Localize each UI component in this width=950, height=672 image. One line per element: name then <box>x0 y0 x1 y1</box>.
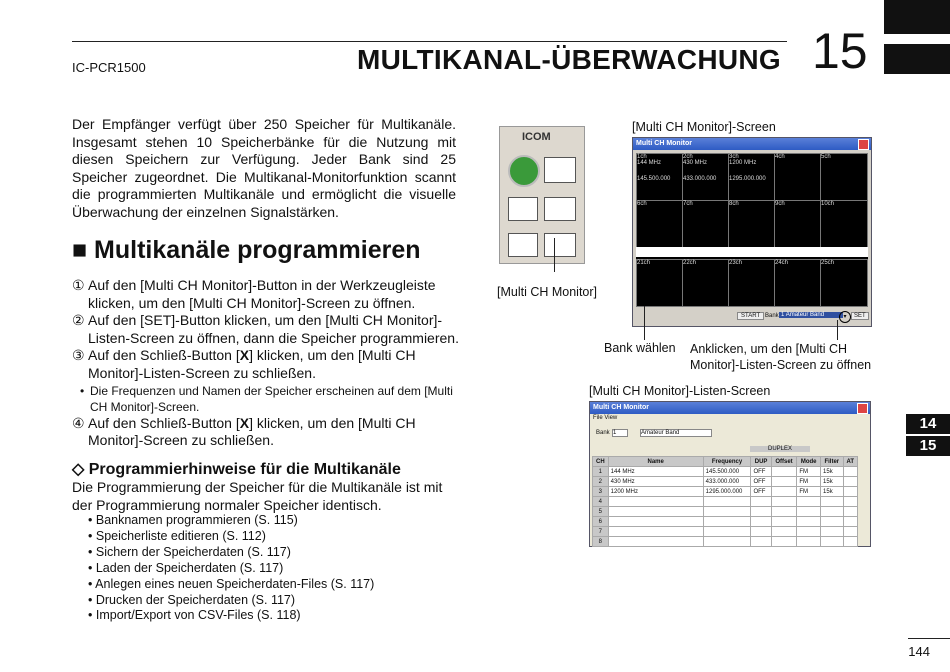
channel-cell: 24ch <box>774 259 821 307</box>
step-2 <box>72 312 464 347</box>
table-cell: 145.500.000 <box>703 467 751 477</box>
list-item: • Import/Export von CSV-Files (S. 118) <box>88 608 374 624</box>
page-number: 144 <box>908 644 930 659</box>
table-cell <box>821 537 844 547</box>
table-cell <box>843 467 857 477</box>
callout-line <box>644 306 645 340</box>
header-rule <box>72 41 787 42</box>
table-cell: 7 <box>593 527 609 537</box>
menu-view[interactable]: View <box>604 415 618 421</box>
table-cell <box>771 537 797 547</box>
table-cell: 8 <box>593 537 609 547</box>
list-item: • Laden der Speicherdaten (S. 117) <box>88 561 374 577</box>
cut-mark <box>636 247 868 257</box>
callout-line <box>554 238 555 272</box>
table-row[interactable] <box>593 497 858 507</box>
icom-logo: ICOM <box>522 131 551 143</box>
table-row[interactable] <box>593 507 858 517</box>
table-cell: 15k <box>821 477 844 487</box>
table-row[interactable] <box>593 487 858 497</box>
list-caption: [Multi CH Monitor]-Listen-Screen <box>589 384 771 398</box>
table-cell <box>821 527 844 537</box>
table-cell <box>608 497 703 507</box>
memory-list-icon[interactable] <box>544 157 576 183</box>
list-item: • Anlegen eines neuen Speicherdaten-Files (S. 117) <box>88 577 374 593</box>
table-cell <box>771 477 797 487</box>
list-item: • Sichern der Speicherdaten (S. 117) <box>88 545 374 561</box>
monitor-caption: [Multi CH Monitor]-Screen <box>632 120 776 134</box>
table-cell <box>771 527 797 537</box>
table-cell: FM <box>797 487 821 497</box>
set-caption: Anklicken, um den [Multi CH Monitor]-Listen-Screen zu öffnen <box>690 342 872 372</box>
footer-rule <box>908 638 950 639</box>
step-text: Auf den Schließ-Button [X] klicken, um den [Multi CH Monitor]-Listen-Screen zu schließen. <box>88 347 416 381</box>
menu-bar <box>593 415 617 421</box>
step-number: ③ <box>72 347 85 364</box>
table-cell <box>608 537 703 547</box>
table-cell <box>797 537 821 547</box>
channel-cell: 1ch 144 MHz 145.500.000 <box>636 153 683 201</box>
table-cell <box>821 497 844 507</box>
window-title: Multi CH Monitor <box>590 402 870 414</box>
intro-paragraph: Der Empfänger verfügt über 250 Speicher für Multikanäle. Insgesamt stehen 10 Speicherbänke für die Nutzung mit diesen Speichern zur Verfügung. Jeder Bank sind 25 Speicher zugeordnet. Die Multikanal-Monitorfunktion scannt die programmierten Multikanäle und ermöglicht die visuelle Überwachung der einzelnen Signalstärken. <box>72 116 456 220</box>
table-cell <box>797 517 821 527</box>
table-cell <box>751 497 771 507</box>
model-name: IC-PCR1500 <box>72 60 146 75</box>
toolbar-panel <box>499 126 585 264</box>
table-cell <box>703 517 751 527</box>
step-3-note: • Die Frequenzen und Namen der Speicher erscheinen auf dem [Multi CH Monitor]-Screen. <box>72 383 464 415</box>
chapter-tab-marker-bottom <box>884 44 950 74</box>
bank-name-field[interactable]: Amateur Band <box>640 429 712 437</box>
table-cell: OFF <box>751 467 771 477</box>
list-window <box>589 401 871 547</box>
start-button[interactable]: START <box>737 312 764 320</box>
table-cell <box>797 497 821 507</box>
chevron-down-icon[interactable]: ▾ <box>839 311 851 323</box>
table-cell <box>703 507 751 517</box>
table-cell: 433.000.000 <box>703 477 751 487</box>
channel-cell: 22ch <box>682 259 729 307</box>
chapter-tab-15[interactable]: 15 <box>906 436 950 456</box>
table-cell <box>751 527 771 537</box>
table-cell <box>703 497 751 507</box>
channel-cell: 10ch <box>820 200 868 248</box>
step-4 <box>72 415 464 450</box>
duplex-header: DUPLEX <box>750 446 810 452</box>
table-cell: OFF <box>751 477 771 487</box>
table-cell: 3 <box>593 487 609 497</box>
close-icon[interactable] <box>857 403 868 414</box>
table-cell <box>797 507 821 517</box>
bank-label: Bank <box>765 313 779 319</box>
scan-icon[interactable] <box>544 197 576 221</box>
table-cell <box>751 507 771 517</box>
table-cell: FM <box>797 467 821 477</box>
chapter-tab-14[interactable]: 14 <box>906 414 950 434</box>
chapter-tab-marker-top <box>884 0 950 34</box>
menu-file[interactable]: File <box>593 415 603 421</box>
channel-cell: 4ch <box>774 153 821 201</box>
table-cell: 430 MHz <box>608 477 703 487</box>
callout-line <box>837 320 838 340</box>
table-cell <box>771 517 797 527</box>
table-row[interactable] <box>593 517 858 527</box>
bank-label: Bank <box>596 430 610 436</box>
table-cell <box>608 517 703 527</box>
table-cell <box>703 537 751 547</box>
table-cell <box>797 527 821 537</box>
list-item: • Banknamen programmieren (S. 115) <box>88 513 374 529</box>
table-cell <box>843 507 857 517</box>
bank-select[interactable]: 1 Amateur Band <box>779 312 843 318</box>
table-cell <box>771 507 797 517</box>
step-number: ② <box>72 312 85 329</box>
table-cell: 1200 MHz <box>608 487 703 497</box>
bank-number-select[interactable]: 1 <box>612 429 628 437</box>
table-row[interactable] <box>593 537 858 547</box>
table-cell <box>843 487 857 497</box>
table-cell <box>843 537 857 547</box>
memory-table <box>592 456 858 547</box>
power-icon[interactable] <box>508 155 540 187</box>
multi-ch-monitor-icon[interactable] <box>544 233 576 257</box>
channel-cell: 8ch <box>728 200 775 248</box>
table-cell <box>771 497 797 507</box>
table-row[interactable] <box>593 527 858 537</box>
step-text: Auf den [SET]-Button klicken, um den [Multi CH Monitor]-Listen-Screen zu öffnen, dann die Speicher programmieren. <box>88 312 459 346</box>
step-text: Auf den [Multi CH Monitor]-Button in der Werkzeugleiste klicken, um den [Multi CH Monitor]-Screen zu öffnen. <box>88 277 436 311</box>
list-item: • Speicherliste editieren (S. 112) <box>88 529 374 545</box>
step-number: ④ <box>72 414 85 431</box>
step-3 <box>72 347 464 382</box>
table-cell <box>843 517 857 527</box>
table-cell <box>751 537 771 547</box>
window-title: Multi CH Monitor <box>633 138 871 150</box>
set-button[interactable]: SET <box>851 312 869 320</box>
table-cell: 2 <box>593 477 609 487</box>
table-cell <box>751 517 771 527</box>
channel-cell: 25ch <box>820 259 868 307</box>
page-title: MULTIKANAL-ÜBERWACHUNG <box>357 44 781 75</box>
table-cell: 15k <box>821 467 844 477</box>
channel-cell: 5ch <box>820 153 868 201</box>
table-cell: OFF <box>751 487 771 497</box>
scope-icon[interactable] <box>508 197 538 221</box>
hints-text: Die Programmierung der Speicher für die Multikanäle ist mit der Programmierung normaler Speicher identisch. <box>72 479 443 513</box>
table-cell <box>843 527 857 537</box>
monitor-window <box>632 137 872 327</box>
table-row[interactable] <box>593 477 858 487</box>
channel-grid <box>636 153 868 307</box>
chapter-number: 15 <box>812 23 868 79</box>
close-icon[interactable] <box>858 139 869 150</box>
table-cell: 1 <box>593 467 609 477</box>
table-cell <box>703 527 751 537</box>
channel-cell: 23ch <box>728 259 775 307</box>
table-cell: 6 <box>593 517 609 527</box>
hints-title: ◇ Programmierhinweise für die Multikanäle <box>72 461 401 478</box>
table-cell <box>821 507 844 517</box>
table-cell: FM <box>797 477 821 487</box>
channel-cell: 2ch 430 MHz 433.000.000 <box>682 153 729 201</box>
table-cell <box>843 477 857 487</box>
table-cell: 5 <box>593 507 609 517</box>
steps-list <box>72 277 464 450</box>
channel-cell: 9ch <box>774 200 821 248</box>
table-cell <box>843 497 857 507</box>
table-cell <box>821 517 844 527</box>
table-cell: 1295.000.000 <box>703 487 751 497</box>
channel-cell: 6ch <box>636 200 683 248</box>
table-cell: 144 MHz <box>608 467 703 477</box>
table-cell <box>608 507 703 517</box>
hints-list <box>88 513 374 624</box>
step-text: Auf den Schließ-Button [X] klicken, um den [Multi CH Monitor]-Screen zu schließen. <box>88 414 416 449</box>
table-header: CH Name Frequency DUP Offset Mode Filter AT <box>593 457 858 467</box>
table-cell: 4 <box>593 497 609 507</box>
table-row[interactable] <box>593 467 858 477</box>
table-cell: 15k <box>821 487 844 497</box>
channel-cell: 3ch 1200 MHz 1295.000.000 <box>728 153 775 201</box>
table-cell <box>608 527 703 537</box>
table-cell <box>771 467 797 477</box>
step-1 <box>72 277 464 312</box>
step-number: ① <box>72 277 85 293</box>
bank-caption: Bank wählen <box>604 341 676 355</box>
table-cell <box>771 487 797 497</box>
section-title: ■ Multikanäle programmieren <box>72 236 421 264</box>
list-item: • Drucken der Speicherdaten (S. 117) <box>88 593 374 609</box>
toolbar-caption: [Multi CH Monitor] <box>497 285 598 299</box>
edit-icon[interactable] <box>508 233 538 257</box>
channel-cell: 21ch <box>636 259 683 307</box>
channel-cell: 7ch <box>682 200 729 248</box>
